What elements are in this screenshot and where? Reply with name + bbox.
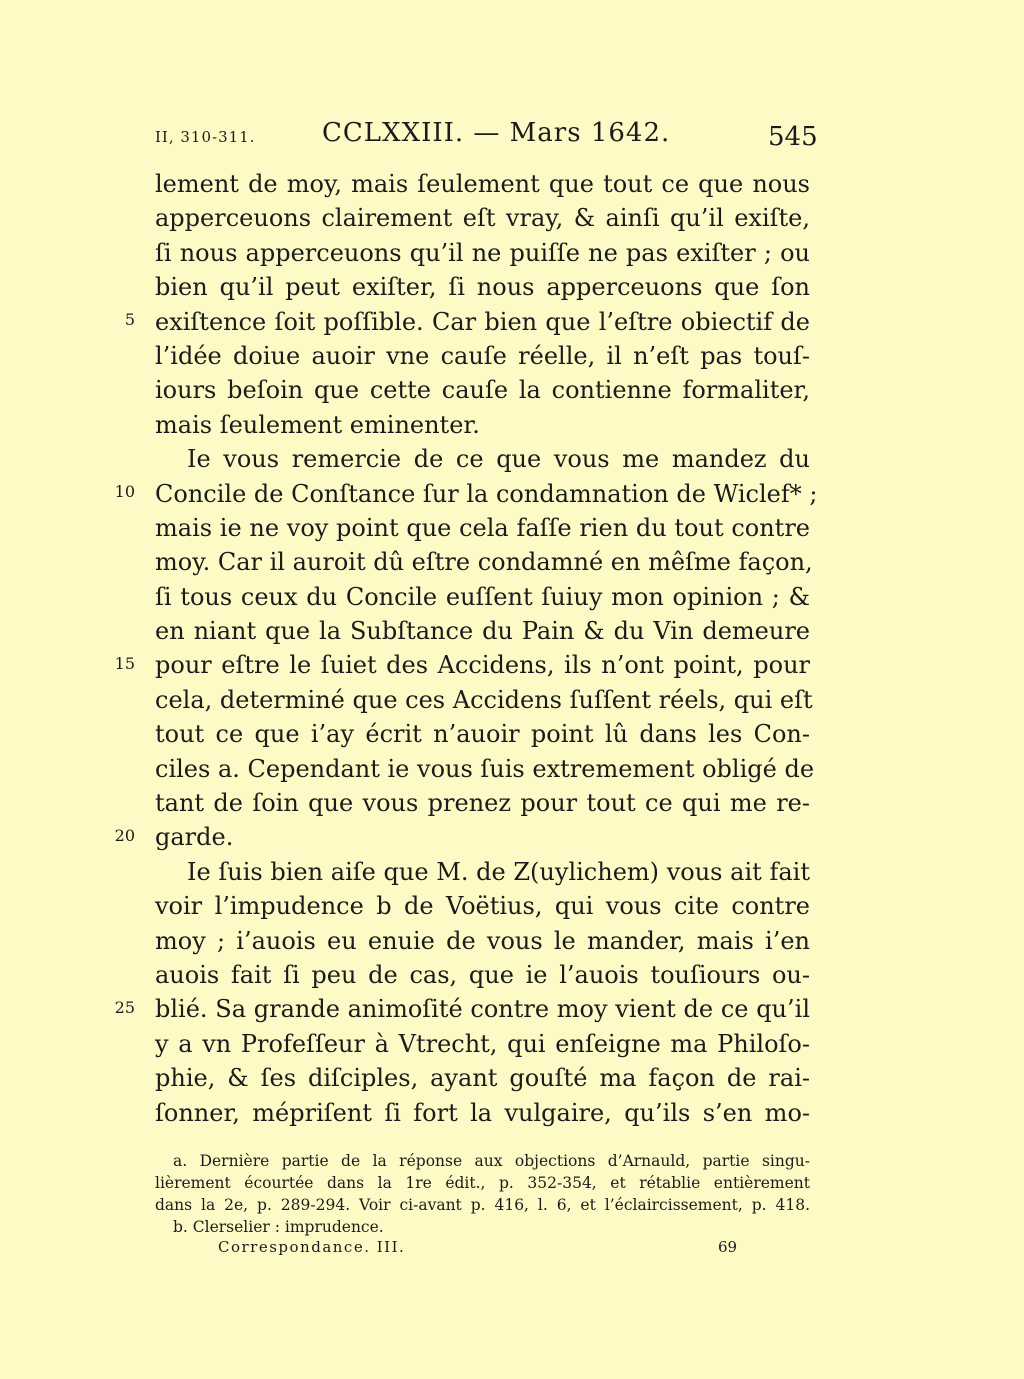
text-line: phie, & ſes diſciples, ayant gouſté ma façon de rai- xyxy=(155,1064,810,1093)
text-line: voir l’impudence b de Voëtius, qui vous cite contre xyxy=(155,892,810,921)
text-line: garde. xyxy=(155,823,234,852)
text-line: tout ce que i’ay écrit n’auoir point lû dans les Con- xyxy=(155,720,810,749)
footnote-line: b. Clerselier : imprudence. xyxy=(173,1218,384,1236)
footnote-line: dans la 2e, p. 289-294. Voir ci-avant p. 416, l. 6, et l’éclaircissement, p. 418. xyxy=(155,1196,810,1214)
text-line: tant de ſoin que vous prenez pour tout ce qui me re- xyxy=(155,789,810,818)
text-line: y a vn Profeſſeur à Vtrecht, qui enſeigne ma Philoſo- xyxy=(155,1029,810,1058)
line-number: 10 xyxy=(114,482,135,501)
text-line: ſonner, mépriſent ſi fort la vulgaire, qu’ils s’en mo- xyxy=(155,1098,810,1127)
text-line: apperceuons clairement eſt vray, & ainſi qu’il exiſte, xyxy=(155,204,810,233)
signature-number: 69 xyxy=(718,1238,738,1256)
text-line: bien qu’il peut exiſter, ſi nous apperceuons que ſon xyxy=(155,273,810,302)
text-line: blié. Sa grande animoſité contre moy vient de ce qu’il xyxy=(155,995,810,1024)
signature-mark: Correspondance. III. xyxy=(218,1238,406,1256)
text-line: pour eſtre le ſuiet des Accidens, ils n’ont point, pour xyxy=(155,651,810,680)
text-line: en niant que la Subſtance du Pain & du Vin demeure xyxy=(155,617,810,646)
text-line: auois fait ſi peu de cas, que ie l’auois touſiours ou- xyxy=(155,960,810,989)
text-line: lement de moy, mais ſeulement que tout ce que nous xyxy=(155,170,810,198)
text-line: cela, determiné que ces Accidens ſuſſent réels, qui eſt xyxy=(155,685,813,714)
text-line: moy ; i’auois eu enuie de vous le mander, mais i’en xyxy=(155,926,810,955)
text-line: Ie vous remercie de ce que vous me mandez du xyxy=(187,445,810,474)
footnote-line: a. Dernière partie de la réponse aux objections d’Arnauld, partie singu- xyxy=(173,1152,810,1170)
text-line: mais ie ne voy point que cela faſſe rien du tout contre xyxy=(155,513,810,542)
page-footer xyxy=(0,1238,1024,1268)
text-line: mais ſeulement eminenter. xyxy=(155,410,480,439)
text-line: moy. Car il auroit dû eſtre condamné en mêſme façon, xyxy=(155,548,813,577)
body-text xyxy=(155,167,818,1130)
running-header xyxy=(0,118,1024,158)
text-line: iours beſoin que cette cauſe la contienne formaliter, xyxy=(155,376,810,405)
text-line: Concile de Conſtance ſur la condamnation de Wiclef* ; xyxy=(155,479,818,508)
text-line: ſi nous apperceuons qu’il ne puiſſe ne pas exiſter ; ou xyxy=(155,238,810,267)
line-number: 25 xyxy=(114,998,135,1017)
line-number: 5 xyxy=(124,310,135,329)
page-number: 545 xyxy=(768,122,818,152)
text-line: exiſtence ſoit poſſible. Car bien que l’eſtre obiectif de xyxy=(155,307,810,336)
text-line: Ie ſuis bien aiſe que M. de Z(uylichem) vous ait fait xyxy=(187,857,810,886)
footnotes xyxy=(155,1150,810,1238)
page-title: CCLXXIII. — Mars 1642. xyxy=(322,118,671,148)
text-line: l’idée doiue auoir vne cauſe réelle, il n’eſt pas touſ- xyxy=(155,341,810,370)
line-number: 15 xyxy=(114,654,135,673)
text-line: ſi tous ceux du Concile euſſent ſuiuy mon opinion ; & xyxy=(155,582,810,611)
text-line: ciles a. Cependant ie vous ſuis extremement obligé de xyxy=(155,754,815,783)
footnote-line: lièrement écourtée dans la 1re édit., p. 352-354, et rétablie entièrement xyxy=(155,1174,810,1192)
line-number: 20 xyxy=(114,826,135,845)
page-reference: II, 310-311. xyxy=(155,128,256,146)
